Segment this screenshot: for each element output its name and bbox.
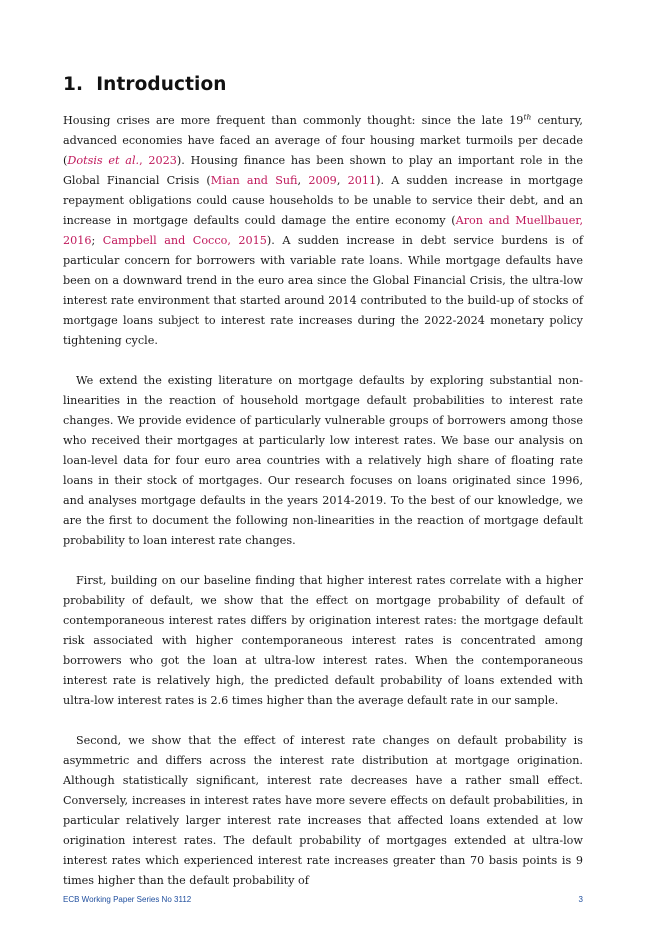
section-number: 1. <box>63 74 84 95</box>
section-heading <box>63 74 227 95</box>
paragraph-2: We extend the existing literature on mortgage defaults by exploring substantial non-linearities in the reaction of household mortgage default probabilities to interest rate changes. We provide evidence of particularly vulnerable groups of borrowers among those who received their mortgages at particularly low interest rates. We base our analysis on loan-level data for four euro area countries with a relatively high share of floating rate loans in their stock of mortgages. Our research focuses on loans originated since 1996, and analyses mortgage defaults in the years 2014-2019. To the best of our knowledge, we are the first to document the following non-linearities in the reaction of mortgage default probability to loan interest rate changes. <box>63 374 583 547</box>
paragraph-3: First, building on our baseline finding that higher interest rates correlate with a higher probability of default, we show that the effect on mortgage probability of default of contemporaneous interest rates differs by origination interest rates: the mortgage default risk associated with higher contemporaneous interest rates is concentrated among borrowers who got the loan at ultra-low interest rates. When the contemporaneous interest rate is relatively high, the predicted default probability of loans extended with ultra-low interest rates is 2.6 times higher than the average default rate in our sample. <box>63 574 583 707</box>
citation-link[interactable]: 2009 <box>308 174 337 187</box>
body-text <box>63 111 583 911</box>
section-title: Introduction <box>96 74 227 95</box>
series-label: ECB Working Paper Series No 3112 <box>63 895 192 904</box>
citation-link[interactable]: Campbell and Cocco, 2015 <box>102 234 267 247</box>
text-run: ). A sudden increase in debt service burdens is of particular concern for borrowers with variable rate loans. While mortgage defaults have been on a downward trend in the euro area since the Global Financial Crisis, the ultra-low interest rate environment that started around 2014 contributed to the build-up of stocks of mortgage loans subject to interest rate increases during the 2022-2024 monetary policy tightening cycle. <box>63 234 583 347</box>
paragraph-1: Housing crises are more frequent than commonly thought: since the late 19th century, advanced economies have faced an average of four housing market turmoils per decade (Dotsis et al., 2023). Housing finance has been shown to play an important role in the Global Financial Crisis (Mian and Sufi, 2009, 2011). A sudden increase in mortgage repayment obligations could cause households to be unable to service their debt, and an increase in mortgage defaults could damage the entire economy (Aron and Muellbauer, 2016; Campbell and Cocco, 2015). A sudden increase in debt service burdens is of particular concern for borrowers with variable rate loans. While mortgage defaults have been on a downward trend in the euro area since the Global Financial Crisis, the ultra-low interest rate environment that started around 2014 contributed to the build-up of stocks of mortgage loans subject to interest rate increases during the 2022-2024 monetary policy tightening cycle. <box>63 112 584 347</box>
text-run: Housing crises are more frequent than commonly thought: since the late 19 <box>63 114 524 127</box>
text-run: century, advanced economies have faced an average of four housing market turmoils per decade ( <box>63 114 583 167</box>
citation-link[interactable]: Mian and Sufi <box>210 174 298 187</box>
text-run: ). Housing finance has been shown to play an important role in the Global Financial Crisis ( <box>63 154 583 187</box>
citation-link[interactable]: Aron and Muellbauer, 2016 <box>63 214 584 247</box>
page-footer <box>63 895 583 904</box>
superscript: th <box>523 112 532 122</box>
citation-link[interactable]: 2011 <box>347 174 377 187</box>
page-number: 3 <box>578 895 583 904</box>
paragraph-4: Second, we show that the effect of interest rate changes on default probability is asymmetric and differs across the interest rate distribution at mortgage origination. Although statistically significant, interest rate decreases have a rather small effect. Conversely, increases in interest rates have more severe effects on default probabilities, in particular relatively larger interest rate increases that affected loans extended at low origination interest rates. The default probability of mortgages extended at ultra-low interest rates which experienced interest rate increases greater than 70 basis points is 9 times higher than the default probability of <box>63 734 583 887</box>
text-run: ). A sudden increase in mortgage repayment obligations could cause households to be unable to service their debt, and an increase in mortgage defaults could damage the entire economy ( <box>63 174 583 227</box>
citation-link[interactable]: Dotsis et al., 2023 <box>67 154 177 167</box>
